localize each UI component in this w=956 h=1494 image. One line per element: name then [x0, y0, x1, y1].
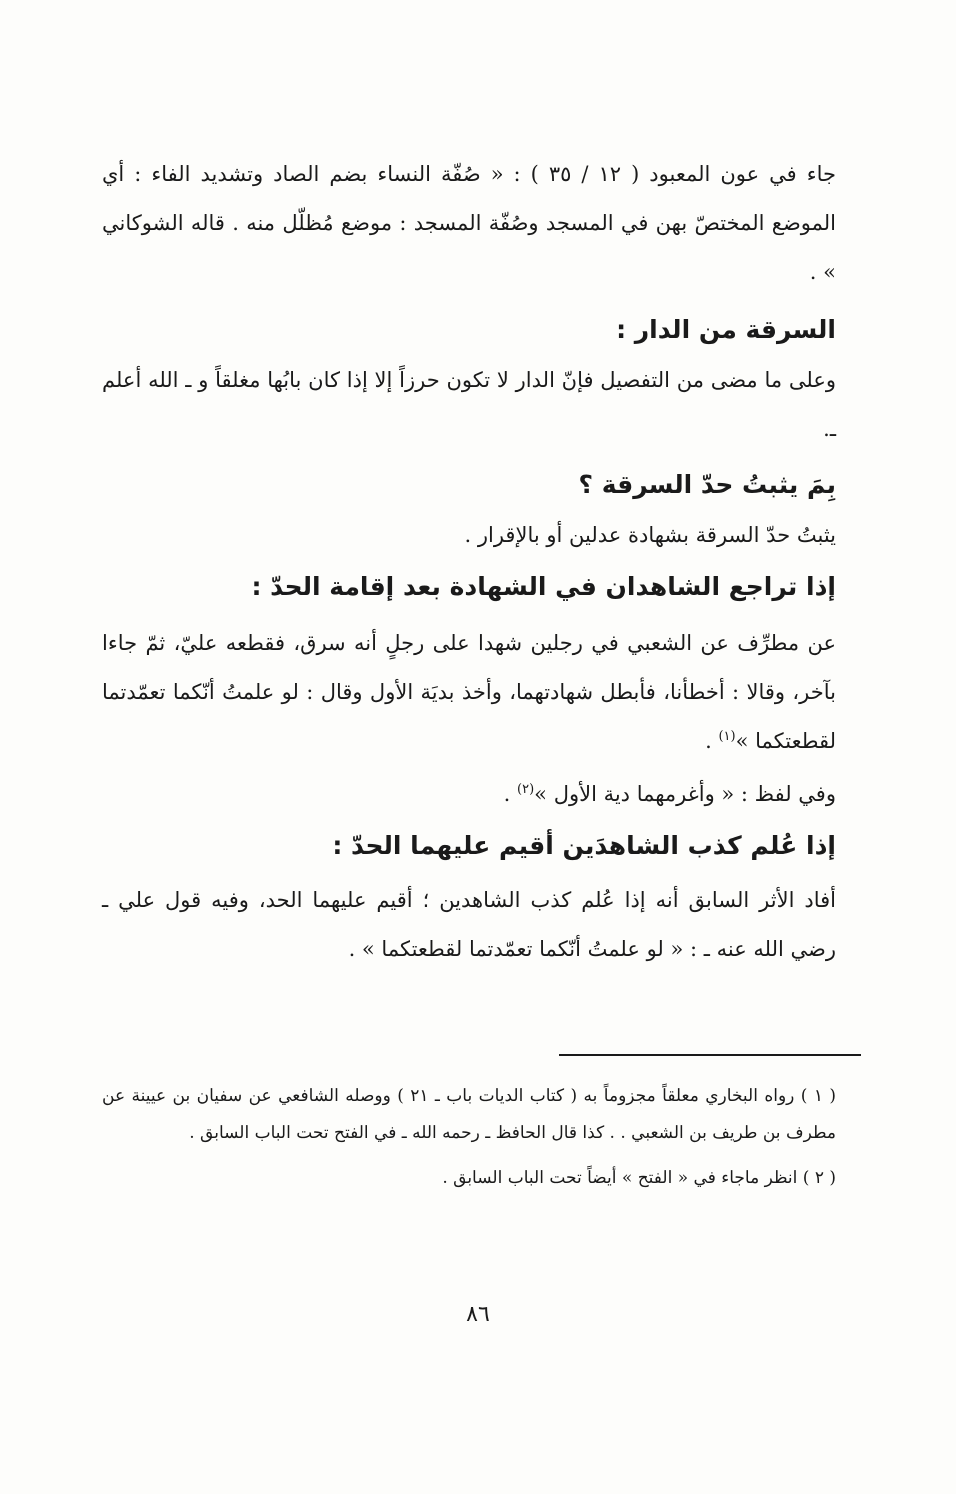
paragraph-other-wording-text: وفي لفظ : « وأغرمهما دية الأول » — [534, 782, 836, 806]
paragraph-proof: يثبتُ حدّ السرقة بشهادة عدلين أو بالإقرار . — [464, 523, 836, 547]
paragraph-house: وعلى ما مضى من التفصيل فإنّ الدار لا تكون حرزاً إلا إذا كان بابُها مغلقاً و ـ الله أعلم ـ. — [102, 368, 836, 441]
paragraph-shabi-narration — [102, 619, 836, 766]
paragraph-other-wording-end: . — [503, 782, 518, 806]
footnote-2: ( ٢ ) انظر ماجاء في « الفتح » أيضاً تحت الباب السابق . — [442, 1168, 836, 1188]
paragraph-shabi-text: عن مطرِّف عن الشعبي في رجلين شهدا على رجلٍ أنه سرق، فقطعه عليّ، ثمّ جاءا بآخر، وقالا : أخطأنا، فأبطل شهادتهما، وأخذ بديَة الأول وقال : لو علمتُ أنّكما تعمّدتما لقطعتكما » — [102, 631, 836, 753]
main-text — [102, 150, 836, 974]
paragraph-false-witnesses: أفاد الأثر السابق أنه إذا عُلم كذب الشاهدين ؛ أقيم عليهما الحد، وفيه قول علي ـ رضي الله عنه ـ : « لو علمتُ أنّكما تعمّدتما لقطعتكما » . — [102, 888, 836, 961]
paragraph-other-wording — [102, 770, 836, 819]
footnotes — [102, 1078, 836, 1197]
heading-theft-from-house: السرقة من الدار : — [616, 315, 836, 344]
paragraph-sufa: جاء في عون المعبود ( ١٢ / ٣٥ ) : « صُفّة النساء بضم الصاد وتشديد الفاء : أي الموضع المختصّ بهن في المسجد وصُفّة المسجد : موضع مُظلّل منه . قاله الشوكاني » . — [102, 162, 836, 284]
footnote-ref-1: (١) — [718, 729, 736, 744]
footnote-separator — [559, 1054, 861, 1056]
paragraph-shabi-end: . — [705, 729, 719, 753]
heading-witnesses-retract: إذا تراجع الشاهدان في الشهادة بعد إقامة الحدّ : — [251, 572, 836, 601]
heading-false-witnesses: إذا عُلم كذب الشاهدَين أقيم عليهما الحدّ : — [332, 831, 836, 860]
footnote-ref-2: (٢) — [517, 782, 535, 797]
page-number: ٨٦ — [466, 1302, 490, 1327]
footnote-1: ( ١ ) رواه البخاري معلقاً مجزوماً به ( كتاب الديات باب ـ ٢١ ) ووصله الشافعي عن سفيان بن عيينة عن مطرف بن طريف بن الشعبي . . كذا قال الحافظ ـ رحمه الله ـ في الفتح تحت الباب السابق . — [102, 1086, 836, 1143]
heading-proof-of-theft: بِمَ يثبتُ حدّ السرقة ؟ — [578, 470, 836, 499]
